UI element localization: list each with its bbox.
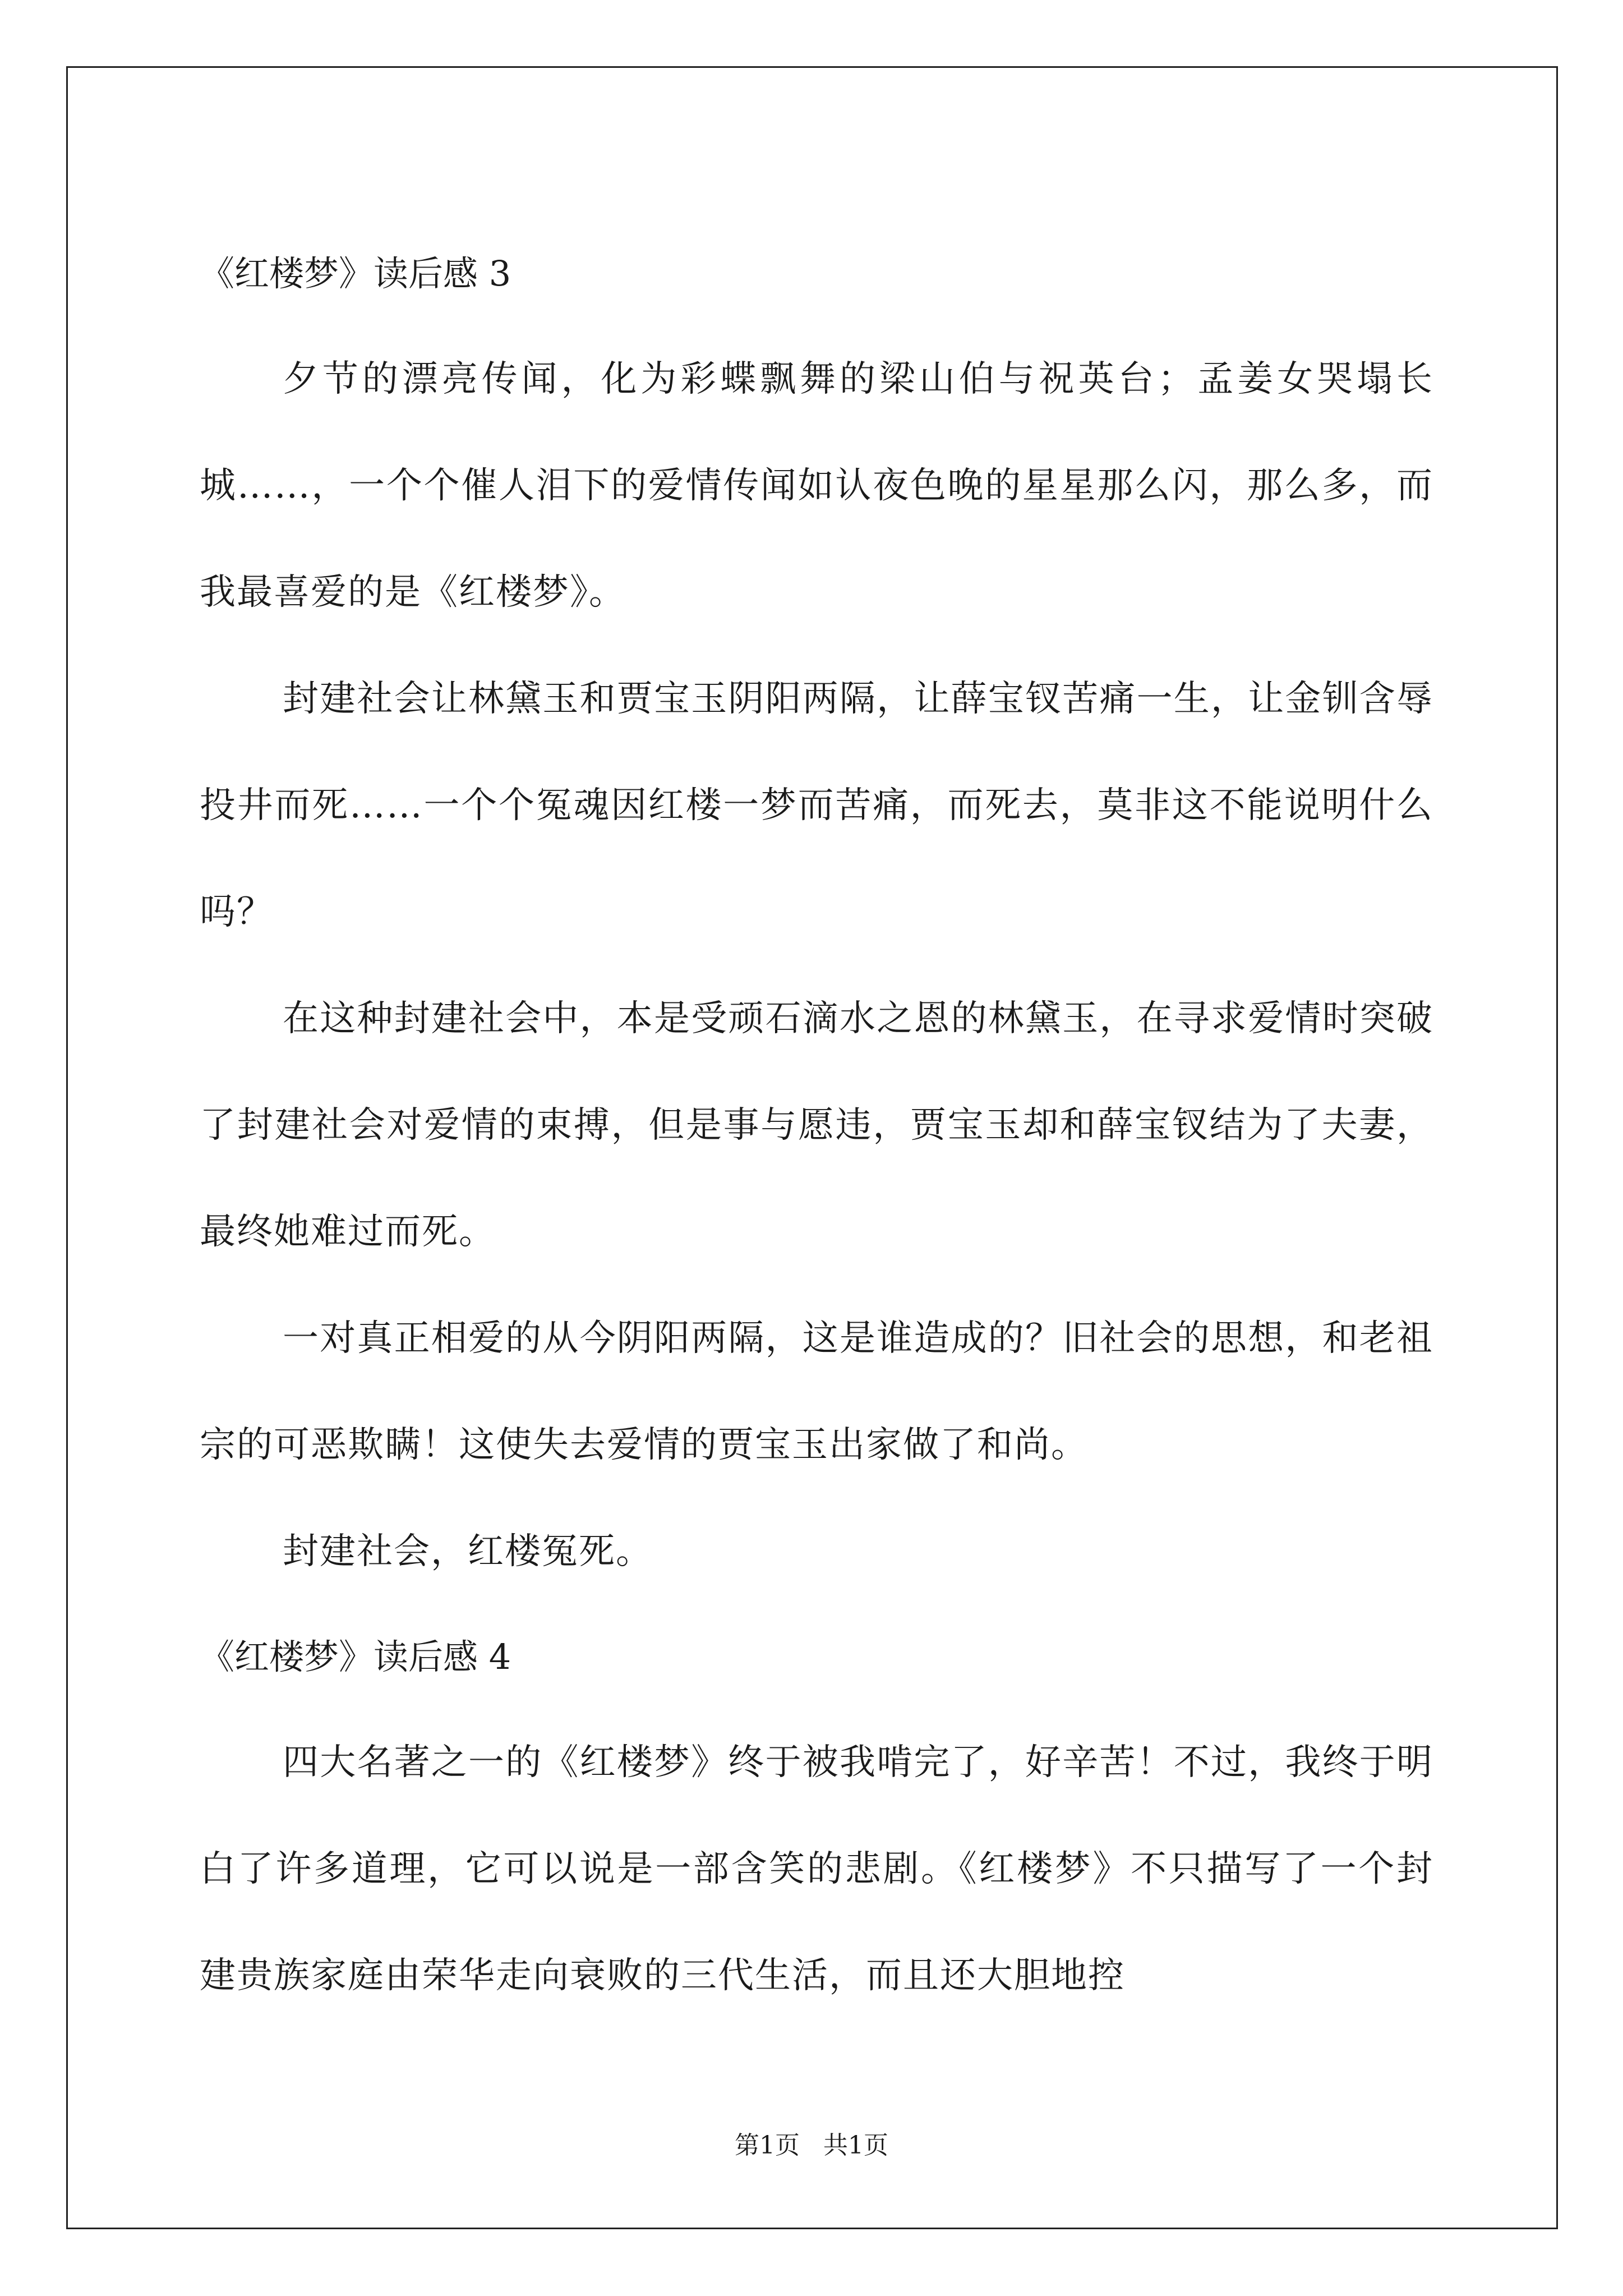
paragraph: 在这种封建社会中，本是受顽石滴水之恩的林黛玉，在寻求爱情时突破了封建社会对爱情的束搏，但是事与愿违，贾宝玉却和薛宝钗结为了夫妻，最终她难过而死。	[200, 998, 1433, 1253]
paragraph: 封建社会，红楼冤死。	[283, 1531, 653, 1572]
document-body	[200, 222, 1433, 2029]
section-heading: 《红楼梦》读后感 3	[200, 253, 511, 294]
paragraph: 四大名著之一的《红楼梦》终于被我啃完了，好辛苦！不过，我终于明白了许多道理，它可以说是一部含笑的悲剧。《红楼梦》不只描写了一个封建贵族家庭由荣华走向衰败的三代生活，而且还大胆地控	[200, 1742, 1433, 1996]
paragraph: 夕节的漂亮传闻，化为彩蝶飘舞的梁山伯与祝英台；孟姜女哭塌长城……，一个个催人泪下的爱情传闻如认夜色晚的星星那么闪，那么多，而我最喜爱的是《红楼梦》。	[200, 358, 1433, 613]
section-heading: 《红楼梦》读后感 4	[200, 1636, 511, 1677]
page-footer: 第1页 共1页	[735, 2131, 888, 2160]
paragraph: 封建社会让林黛玉和贾宝玉阴阳两隔，让薛宝钗苦痛一生，让金钏含辱投井而死……一个个冤魂因红楼一梦而苦痛，而死去，莫非这不能说明什么吗？	[200, 678, 1433, 933]
paragraph: 一对真正相爱的从今阴阳两隔，这是谁造成的？旧社会的思想，和老祖宗的可恶欺瞒！这使失去爱情的贾宝玉出家做了和尚。	[200, 1318, 1433, 1466]
